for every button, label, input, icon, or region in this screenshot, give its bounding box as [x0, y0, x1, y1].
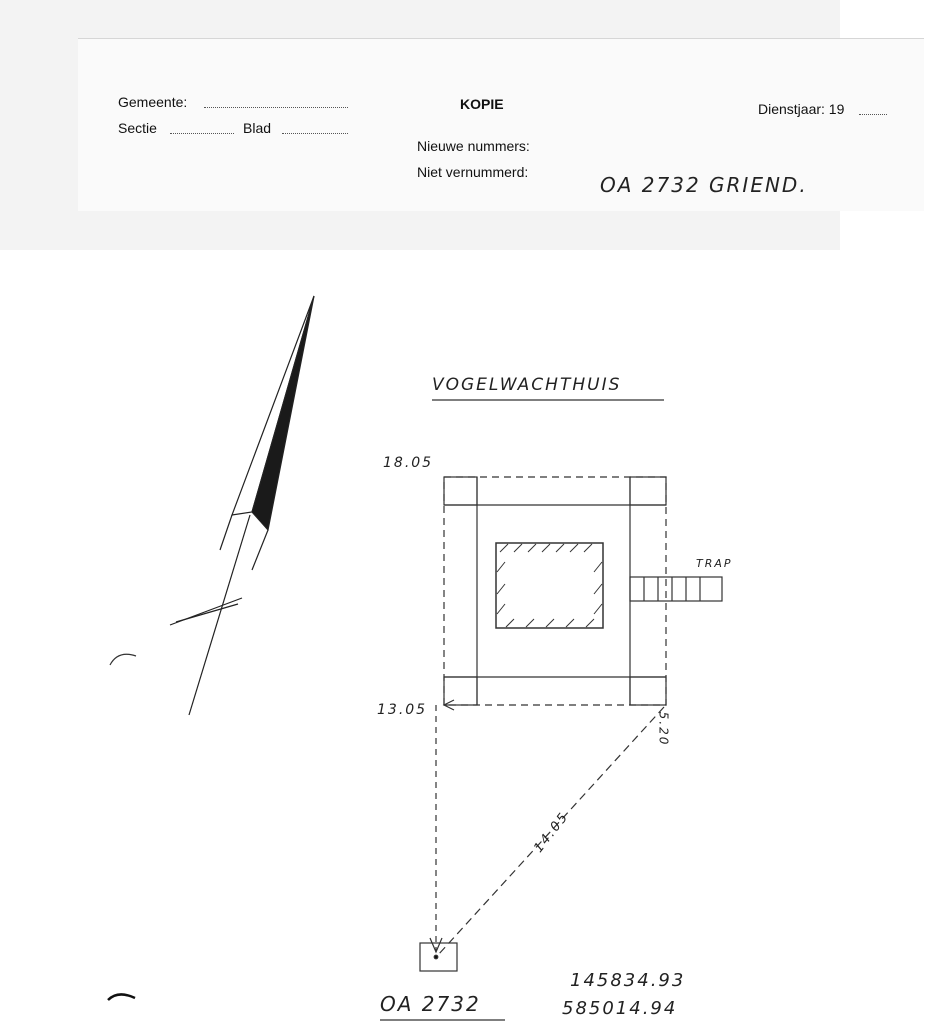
punch-hole-icon — [110, 654, 136, 665]
gemeente-label: Gemeente: — [118, 94, 188, 110]
corner-post — [444, 477, 477, 505]
blad-label: Blad — [243, 120, 272, 136]
niet-vernummerd-value: OA 2732 GRIEND. — [600, 173, 808, 197]
corner-post — [444, 677, 477, 705]
hatched-area — [496, 543, 603, 628]
north-arrow-icon — [170, 296, 314, 715]
measure-diagonal: 14.05 — [531, 809, 573, 856]
sectie-label: Sectie — [118, 120, 157, 136]
corner-post — [630, 477, 666, 505]
measure-top-left: 18.05 — [383, 455, 434, 471]
measure-right: 5.20 — [656, 711, 671, 747]
corner-post — [630, 677, 666, 705]
coordinate-y: 585014.94 — [562, 998, 678, 1019]
nieuwe-nummers-label: Nieuwe nummers: — [417, 138, 530, 154]
niet-vernummerd-label: Niet vernummerd: — [417, 164, 529, 180]
punch-hole-icon — [108, 994, 135, 1000]
kopie-heading: KOPIE — [460, 96, 504, 112]
reference-point — [434, 955, 438, 959]
stairs-icon — [630, 577, 722, 601]
parcel-number: OA 2732 — [380, 992, 481, 1016]
coordinate-x: 145834.93 — [570, 970, 686, 991]
hatching — [497, 544, 602, 627]
measure-bottom-left: 13.05 — [377, 702, 428, 718]
dienstjaar-label: Dienstjaar: 19 — [758, 101, 845, 117]
sketch-title: VOGELWACHTHUIS — [432, 375, 622, 395]
trap-label: TRAP — [696, 557, 733, 570]
